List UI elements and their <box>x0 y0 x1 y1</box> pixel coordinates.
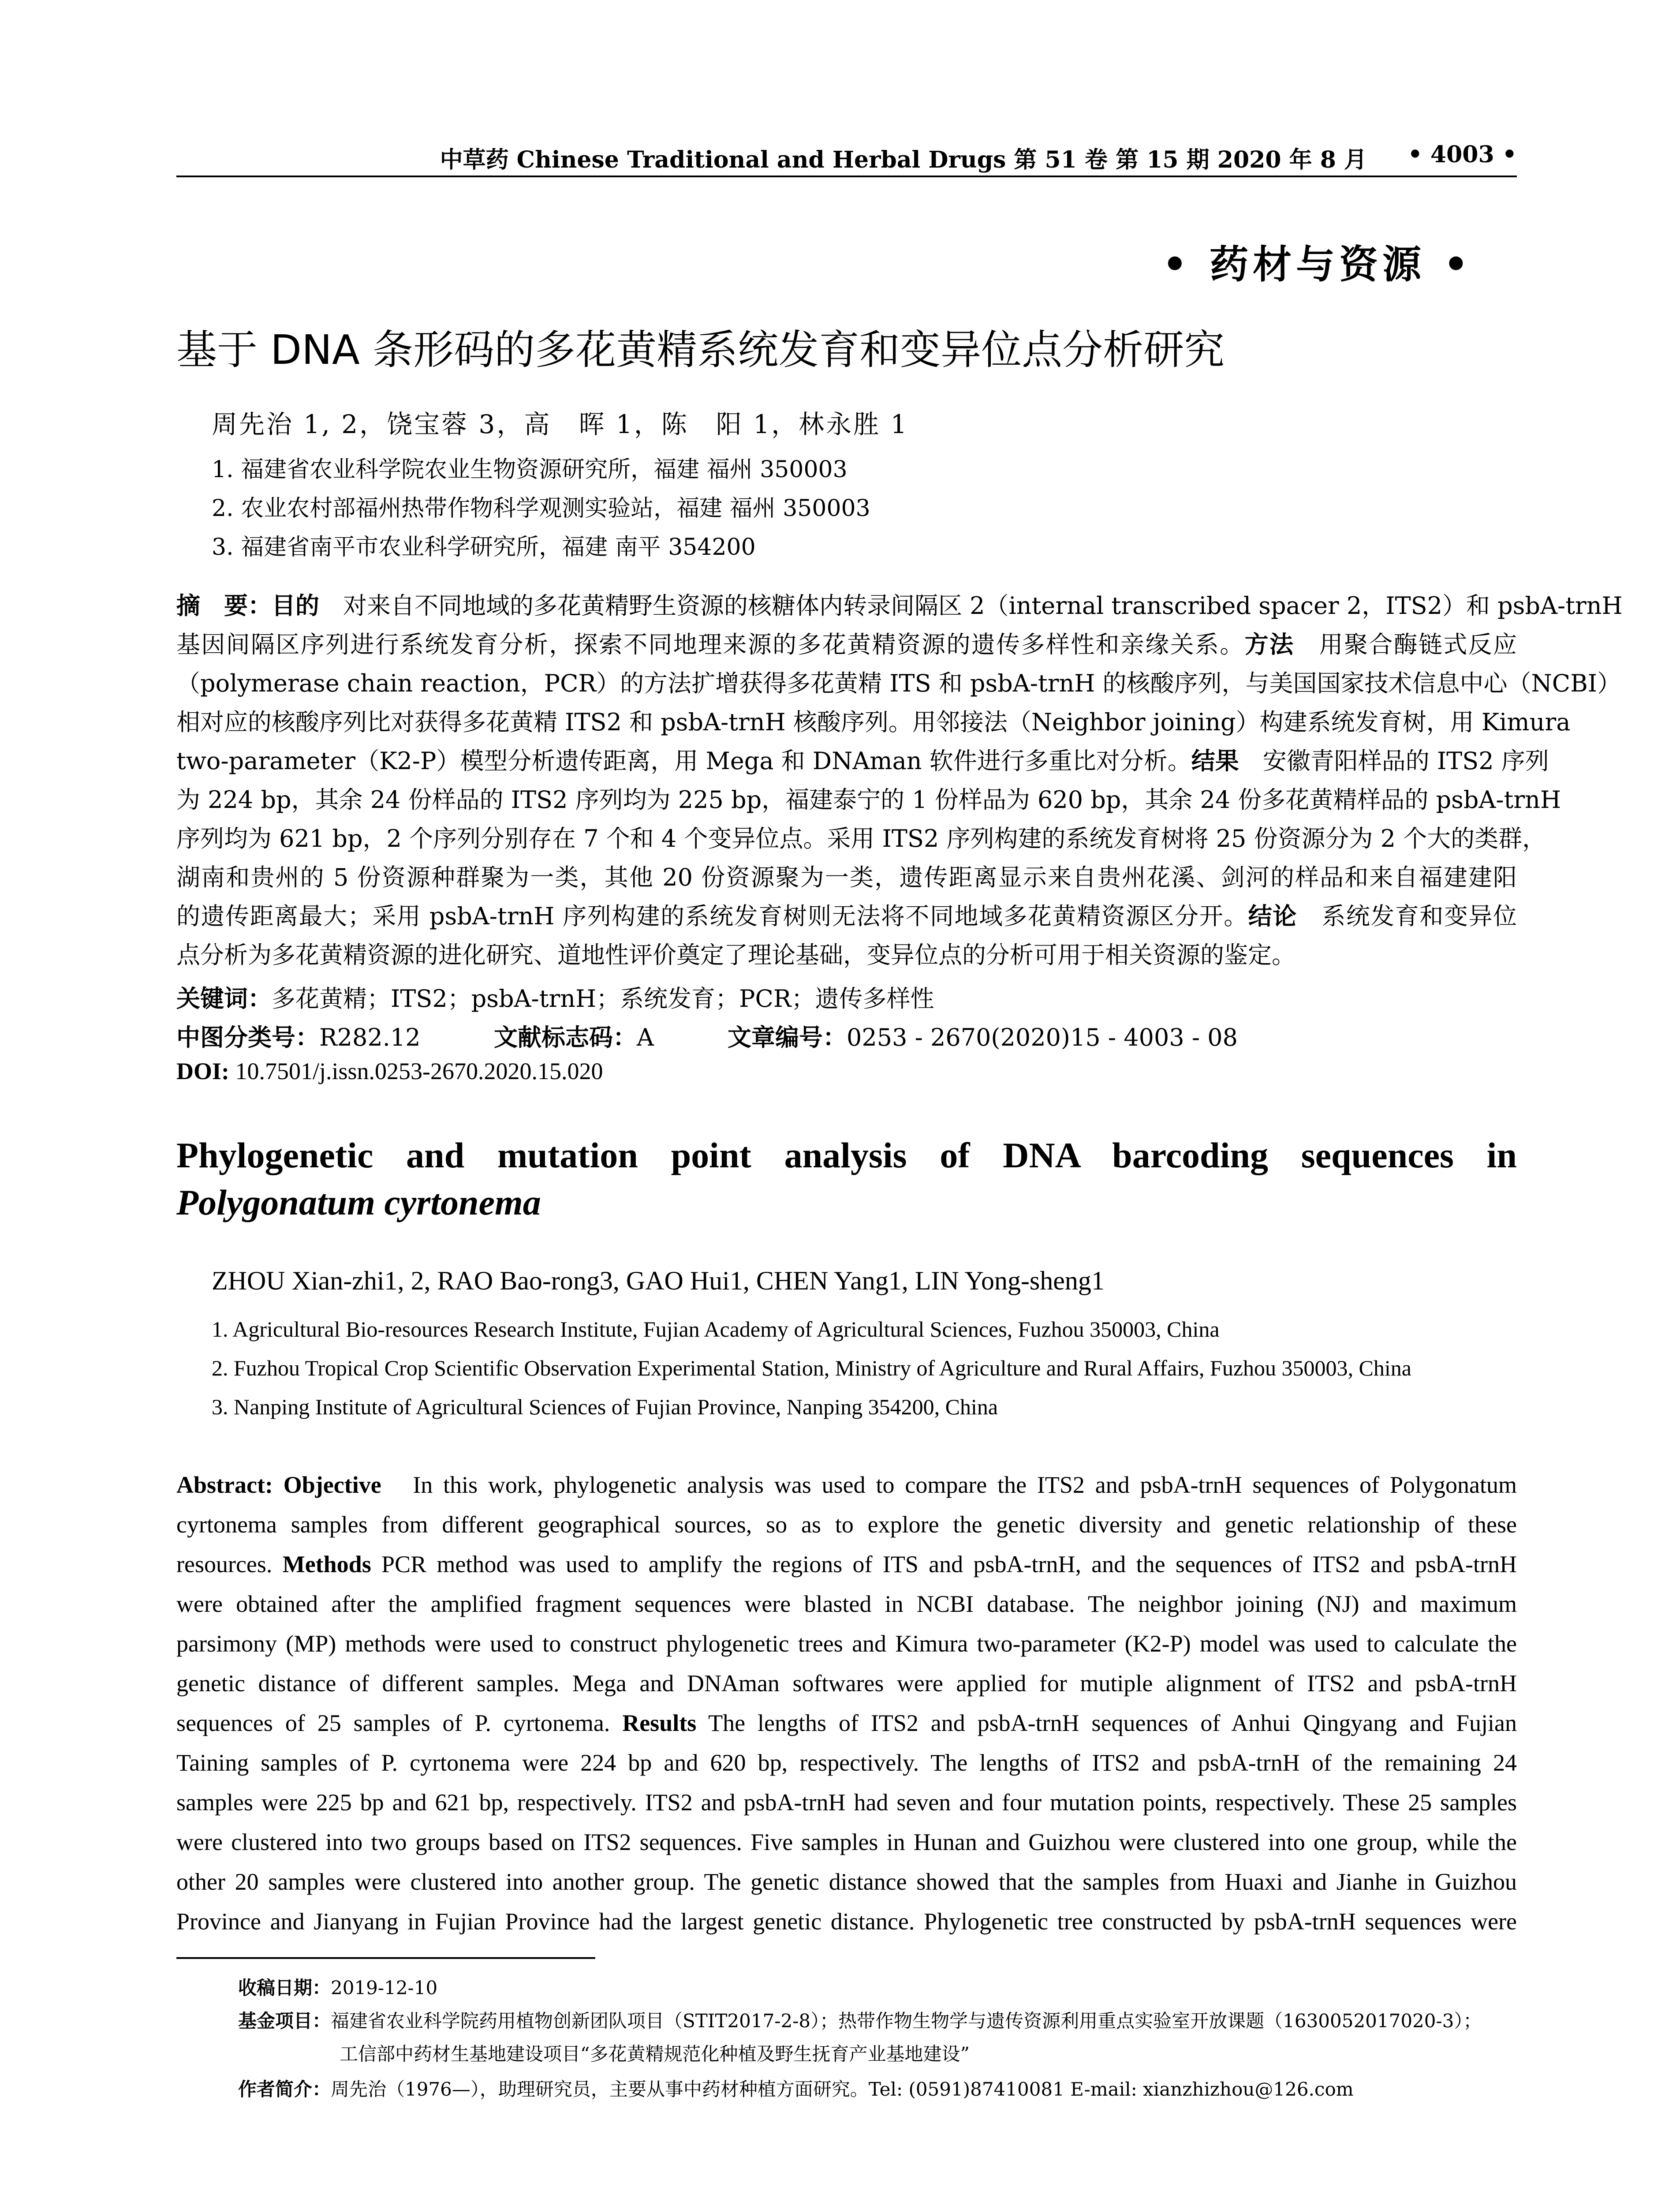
abstract-en-line <box>176 1624 1517 1663</box>
article-number-label: 文章编号： <box>728 1024 847 1051</box>
abstract-cn-line <box>176 897 1517 936</box>
section-label: • 药材与资源 • <box>1162 241 1473 287</box>
title-en-line1: Phylogenetic and mutation point analysis of DNA barcoding sequences in <box>176 1135 1517 1175</box>
affiliation-cn-2: 2. 农业农村部福州热带作物科学观测实验站，福建 福州 350003 <box>212 495 870 522</box>
clc-value: R282.12 <box>319 1024 421 1051</box>
abstract-en-text: other 20 samples were clustered into another group. The genetic distance showed that the samples from Huaxi and Jianhe in Guizhou <box>176 1869 1517 1895</box>
header-rule <box>176 176 1517 177</box>
abstract-cn-text: 湖南和贵州的 5 份资源种群聚为一类，其他 20 份资源聚为一类，遗传距离显示来自贵州花溪、剑河的样品和来自福建建阳 <box>176 863 1517 891</box>
footnote-fund-cont: 工信部中药材生基地建设项目“多花黄精规范化种植及野生抚育产业基地建设” <box>340 2043 970 2065</box>
abstract-en-text: resources. <box>176 1551 273 1577</box>
abstract-cn-line <box>176 781 1561 819</box>
doc-code <box>494 1019 654 1053</box>
keywords-cn-label: 关键词： <box>176 985 272 1013</box>
abstract-cn-objective-label: 目的 <box>272 592 319 620</box>
footnote-author <box>238 2075 1354 2101</box>
abstract-cn-text: 基因间隔区序列进行系统发育分析，探索不同地理来源的多花黄精资源的遗传多样性和亲缘关系。 <box>176 631 1245 658</box>
title-en-line2: Polygonatum cyrtonema <box>176 1182 541 1222</box>
abstract-cn-text: 为 224 bp，其余 24 份样品的 ITS2 序列均为 225 bp，福建泰宁的 1 份样品为 620 bp，其余 24 份多花黄精样品的 psbA-trnH <box>176 786 1561 814</box>
abstract-en-line <box>176 1584 1517 1624</box>
abstract-cn-conclusion-label: 结论 <box>1248 902 1297 930</box>
doi-value: 10.7501/j.issn.0253-2670.2020.15.020 <box>229 1058 603 1084</box>
abstract-en-line <box>176 1505 1517 1544</box>
fund-text: 福建省农业科学院药用植物创新团队项目（STIT2017-2-8）；热带作物生物学与遗传资源利用重点实验室开放课题（1630052017020-3）； <box>331 2010 1482 2032</box>
clc-label: 中图分类号： <box>176 1024 319 1051</box>
abstract-en-line <box>176 1663 1517 1703</box>
abstract-en-text: samples were 225 bp and 621 bp, respectively. ITS2 and psbA-trnH had seven and four mutation points, respectively. These 25 samples <box>176 1789 1517 1816</box>
abstract-cn-results-label: 结果 <box>1191 747 1239 775</box>
abstract-cn-line <box>176 664 1621 703</box>
abstract-en-line <box>176 1783 1517 1822</box>
abstract-cn-line <box>176 625 1517 664</box>
classification-line <box>176 1019 421 1053</box>
abstract-cn-text: 相对应的核酸序列比对获得多花黄精 ITS2 和 psbA-trnH 核酸序列。用邻接法（Neighbor joining）构建系统发育树，用 Kimura <box>176 708 1571 736</box>
authors-en: ZHOU Xian-zhi1, 2, RAO Bao-rong3, GAO Hui1, CHEN Yang1, LIN Yong-sheng1 <box>212 1266 1105 1295</box>
abstract-cn-text: 序列均为 621 bp，2 个序列分别存在 7 个和 4 个变异位点。采用 ITS2 序列构建的系统发育树将 25 份资源分为 2 个大的类群， <box>176 825 1546 852</box>
running-header-journal: 中草药 Chinese Traditional and Herbal Drugs 第 51 卷 第 15 期 2020 年 8 月 <box>440 146 1367 173</box>
affiliation-cn-1: 1. 福建省农业科学院农业生物资源研究所，福建 福州 350003 <box>212 456 847 483</box>
footnote-received <box>238 1973 437 2000</box>
doc-code-value: A <box>637 1024 654 1051</box>
abstract-cn-line <box>176 819 1546 858</box>
authors-cn: 周先治 1, 2，饶宝蓉 3，高 晖 1，陈 阳 1，林永胜 1 <box>212 409 909 439</box>
abstract-cn-line <box>176 936 1517 975</box>
received-date: 2019-12-10 <box>331 1977 438 1999</box>
abstract-en-text: Province and Jianyang in Fujian Province had the largest genetic distance. Phylogenetic tree constructed by psbA-trnH sequences were <box>176 1908 1517 1935</box>
abstract-en-text: Taining samples of P. cyrtonema were 224 bp and 620 bp, respectively. The lengths of ITS2 and psbA-trnH of the remaining 24 <box>176 1749 1517 1776</box>
affiliation-en-1: 1. Agricultural Bio-resources Research Institute, Fujian Academy of Agricultural Sciences, Fuzhou 350003, China <box>212 1317 1220 1342</box>
article-number <box>728 1019 1238 1053</box>
article-number-value: 0253 - 2670(2020)15 - 4003 - 08 <box>847 1024 1238 1051</box>
abstract-cn-text: two-parameter（K2-P）模型分析遗传距离，用 Mega 和 DNAman 软件进行多重比对分析。 <box>176 747 1191 775</box>
affiliation-en-2: 2. Fuzhou Tropical Crop Scientific Observation Experimental Station, Ministry of Agriculture and Rural Affairs, Fuzhou 350003, China <box>212 1356 1411 1380</box>
abstract-en-text: The lengths of ITS2 and psbA-trnH sequences of Anhui Qingyang and Fujian <box>696 1710 1517 1736</box>
author-bio-text: 周先治（1976—），助理研究员，主要从事中药材种植方面研究。Tel: (0591)87410081 E-mail: xianzhizhou@126.com <box>331 2078 1354 2100</box>
abstract-cn-text: 对来自不同地域的多花黄精野生资源的核糖体内转录间隔区 2（internal transcribed spacer 2，ITS2）和 psbA-trnH <box>319 592 1623 620</box>
abstract-en-text: parsimony (MP) methods were used to construct phylogenetic trees and Kimura two-parameter (K2-P) model was used to calculate the <box>176 1630 1517 1657</box>
affiliation-en-3: 3. Nanping Institute of Agricultural Sciences of Fujian Province, Nanping 354200, China <box>212 1394 998 1419</box>
abstract-en-line <box>176 1544 1517 1584</box>
abstract-en-text: sequences of 25 samples of P. cyrtonema. <box>176 1710 610 1736</box>
keywords-cn-text: 多花黄精；ITS2；psbA-trnH；系统发育；PCR；遗传多样性 <box>272 985 934 1013</box>
abstract-cn-label: 摘 要： <box>176 592 272 620</box>
abstract-en-methods-label: Methods <box>282 1551 371 1577</box>
abstract-en-text: genetic distance of different samples. Mega and DNAman softwares were applied for mutiple alignment of ITS2 and psbA-trnH <box>176 1670 1517 1697</box>
abstract-en-label: Abstract: Objective <box>176 1472 381 1498</box>
abstract-en-text: cyrtonema samples from different geographical sources, so as to explore the genetic diversity and genetic relationship of these <box>176 1511 1517 1538</box>
keywords-cn <box>176 980 934 1014</box>
abstract-en-line <box>176 1703 1517 1743</box>
footnote-rule <box>176 1957 595 1959</box>
abstract-en-text: were obtained after the amplified fragment sequences were blasted in NCBI database. The neighbor joining (NJ) and maximum <box>176 1591 1517 1617</box>
abstract-cn-text: 点分析为多花黄精资源的进化研究、道地性评价奠定了理论基础，变异位点的分析可用于相关资源的鉴定。 <box>176 941 1295 969</box>
doi[interactable] <box>176 1058 603 1085</box>
abstract-en-line <box>176 1822 1517 1862</box>
received-label: 收稿日期： <box>238 1977 331 1999</box>
abstract-en-line <box>176 1465 1517 1505</box>
affiliation-cn-3: 3. 福建省南平市农业科学研究所，福建 南平 354200 <box>212 534 756 561</box>
abstract-en-line <box>176 1902 1517 1941</box>
abstract-en-results-label: Results <box>622 1710 697 1736</box>
abstract-en-text: were clustered into two groups based on ITS2 sequences. Five samples in Hunan and Guizhou were clustered into one group, while the <box>176 1829 1517 1855</box>
abstract-cn-text: 用聚合酶链式反应 <box>1294 631 1517 658</box>
abstract-cn-text: 系统发育和变异位 <box>1297 902 1517 930</box>
title-cn: 基于 DNA 条形码的多花黄精系统发育和变异位点分析研究 <box>176 326 1225 374</box>
abstract-en-line <box>176 1862 1517 1902</box>
running-header-page-number: • 4003 • <box>1407 141 1517 168</box>
abstract-cn-text: 的遗传距离最大；采用 psbA-trnH 序列构建的系统发育树则无法将不同地域多花黄精资源区分开。 <box>176 902 1248 930</box>
abstract-cn-line <box>176 858 1517 897</box>
doc-code-label: 文献标志码： <box>494 1024 637 1051</box>
footnote-fund <box>238 2007 1482 2033</box>
doi-label: DOI: <box>176 1058 229 1084</box>
abstract-en-line <box>176 1743 1517 1783</box>
abstract-cn-line <box>176 587 1623 625</box>
abstract-en-text: In this work, phylogenetic analysis was used to compare the ITS2 and psbA-trnH sequences of Polygonatum <box>413 1472 1517 1498</box>
fund-label: 基金项目： <box>238 2010 331 2032</box>
abstract-cn-methods-label: 方法 <box>1244 631 1295 658</box>
abstract-cn-line <box>176 703 1571 742</box>
author-bio-label: 作者简介： <box>238 2078 331 2100</box>
abstract-cn-text: （polymerase chain reaction，PCR）的方法扩增获得多花黄精 ITS 和 psbA-trnH 的核酸序列，与美国国家技术信息中心（NCBI） <box>176 669 1621 697</box>
abstract-cn-text: 安徽青阳样品的 ITS2 序列 <box>1239 747 1549 775</box>
abstract-en-text: PCR method was used to amplify the regions of ITS and psbA-trnH, and the sequences of ITS2 and psbA-trnH <box>371 1551 1517 1577</box>
abstract-cn-line <box>176 742 1549 781</box>
